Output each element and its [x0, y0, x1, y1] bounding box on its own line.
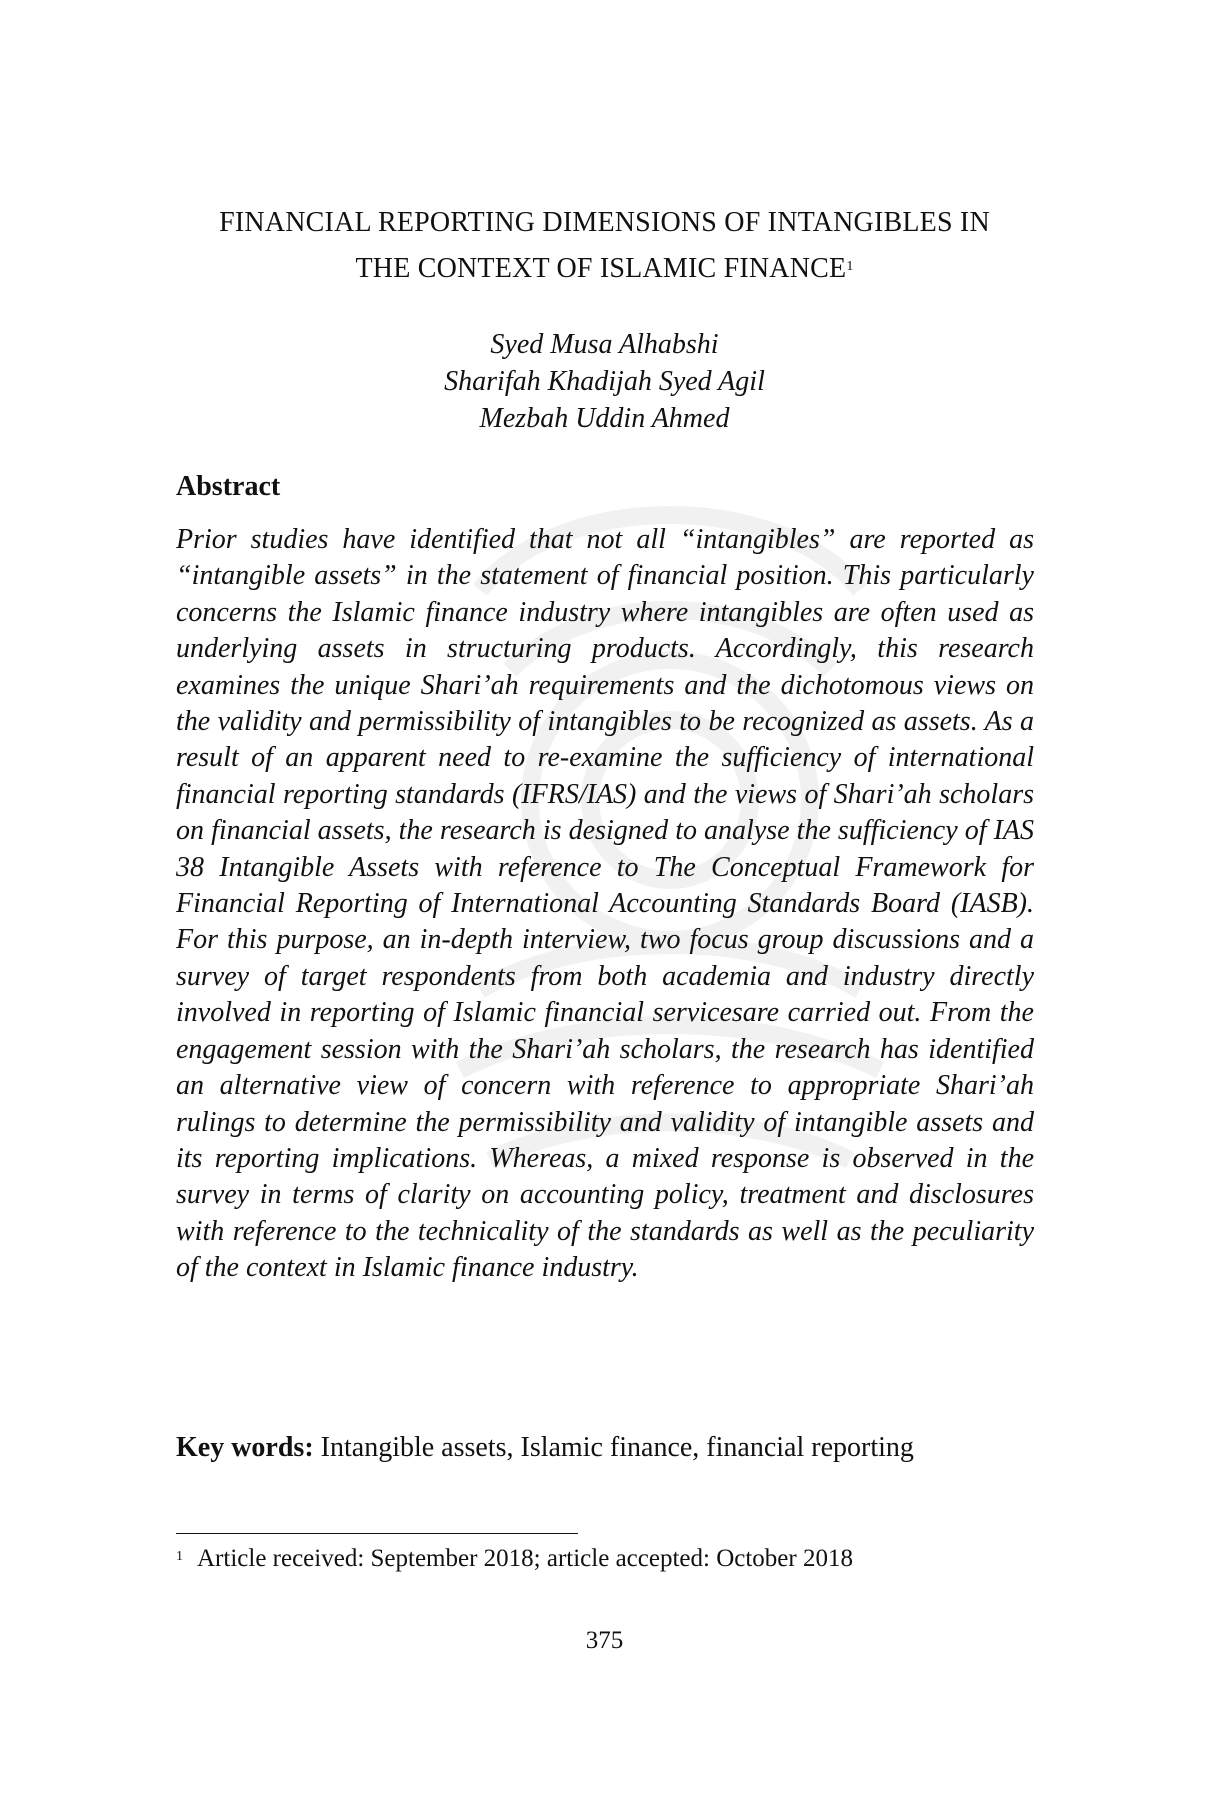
footnote [176, 1543, 853, 1575]
abstract-text: Prior studies have identified that not all “intangibles” are reported as “intangible assets” in the statement of financial position. This particularly concerns the Islamic finance industry where intangibles are often used as underlying assets in structuring products. Accordingly, this research examines the unique Shari’ah requirements and the dichotomous views on the validity and permissibility of intangibles to be recognized as assets. As a result of an apparent need to re-examine the sufficiency of international financial reporting standards (IFRS/IAS) and the views of Shari’ah scholars on financial assets, the research is designed to analyse the sufficiency of IAS 38 Intangible Assets with reference to The Conceptual Framework for Financial Reporting of International Accounting Standards Board (IASB). For this purpose, an in-depth interview, two focus group discussions and a survey of target respondents from both academia and industry directly involved in reporting of Islamic financial servicesare carried out. From the engagement session with the Shari’ah scholars, the research has identified an alternative view of concern with reference to appropriate Shari’ah rulings to determine the permissibility and validity of intangible assets and its reporting implications. Whereas, a mixed response is observed in the survey in terms of clarity on accounting policy, treatment and disclosures with reference to the technicality of the standards as well as the peculiarity of the context in Islamic finance industry. [176, 524, 1034, 1284]
title-line-2-text: THE CONTEXT OF ISLAMIC FINANCE [355, 253, 847, 284]
author-name: Mezbah Uddin Ahmed [479, 403, 730, 434]
title-footnote-marker[interactable]: 1 [846, 259, 854, 274]
footnote-marker: 1 [176, 1549, 183, 1564]
keywords-text: Intangible assets, Islamic finance, financial reporting [313, 1432, 914, 1463]
author-name: Syed Musa Alhabshi [490, 329, 719, 360]
title-line-1: FINANCIAL REPORTING DIMENSIONS OF INTANGIBLES IN [219, 207, 990, 238]
paper-title [150, 200, 1059, 292]
abstract-heading: Abstract [176, 471, 281, 502]
title-line-2 [150, 246, 1059, 292]
page-number: 375 [585, 1627, 624, 1654]
keywords-label: Key words: [176, 1432, 314, 1463]
author-list [150, 326, 1059, 437]
footnote-divider [176, 1533, 578, 1534]
keywords-line [176, 1431, 914, 1465]
author-name: Sharifah Khadijah Syed Agil [444, 366, 765, 397]
footnote-text: Article received: September 2018; article accepted: October 2018 [197, 1545, 853, 1572]
